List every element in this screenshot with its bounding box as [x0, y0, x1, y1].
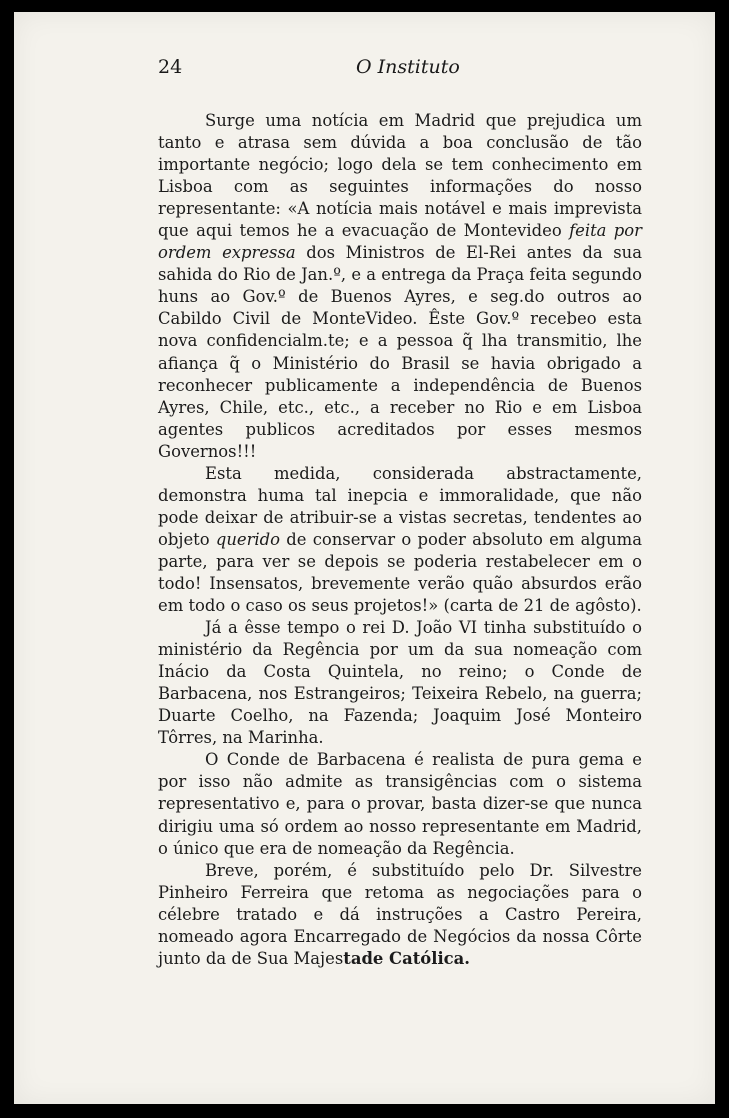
running-title: O Instituto — [356, 56, 460, 78]
page-number: 24 — [158, 56, 183, 78]
paragraph: O Conde de Barbacena é realista de pura gema e por isso não admite as transigências com o sistema representativo e, para o provar, basta dizer-se que nunca dirigiu uma só ordem ao nosso representante em Madrid, o único que era de nomeação da Regência. — [158, 750, 642, 858]
italic-phrase: querido — [215, 529, 281, 549]
page-header — [158, 56, 658, 86]
bold-fragment: tade Católica. — [343, 948, 470, 968]
body-text — [158, 110, 642, 970]
paragraph: Já a êsse tempo o rei D. João VI tinha substituído o ministério da Regência por um da sua nomeação com Inácio da Costa Quintela, no reino; o Conde de Barbacena, nos Estrangeiros; Teixeira Rebelo, na guerra; Duarte Coelho, na Fazenda; Joaquim José Monteiro Tôrres, na Marinha. — [158, 618, 642, 748]
paragraph: Surge uma notícia em Madrid que prejudica um tanto e atrasa sem dúvida a boa conclusão de tão importante negócio; logo dela se tem conhecimento em Lisboa com as seguintes informações do nosso representante: «A notícia mais notável e mais imprevista que aqui temos he a evacuação de Montevideo feita por ordem expressa dos Ministros de El-Rei antes da sua sahida do Rio de Jan.º, e a entrega da Praça feita segundo huns ao Gov.º de Buenos Ayres, e seg.do outros ao Cabildo Civil de MonteVideo. Êste Gov.º recebeo esta nova confidencialm.te; e a pessoa q̃ lha transmitio, lhe afiança q̃ o Ministério do Brasil se havia obrigado a reconhecer publicamente a independência de Buenos Ayres, Chile, etc., etc., a receber no Rio e em Lisboa agentes publicos acreditados por esses mesmos Governos!!! — [158, 111, 642, 461]
paragraph: Breve, porém, é substituído pelo Dr. Silvestre Pinheiro Ferreira que retoma as negociações para o célebre tratado e dá instruções a Castro Pereira, nomeado agora Encarregado de Negócios da nossa Côrte junto da de Sua Majestade Católica. — [158, 860, 642, 968]
paragraph: Esta medida, considerada abstractamente, demonstra huma tal inepcia e immoralidade, que não pode deixar de atribuir-se a vistas secretas, tendentes ao objeto querido de conservar o poder absoluto em alguma parte, para ver se depois se poderia restabelecer em o todo! Insensatos, brevemente verão quão absurdos erão em todo o caso os seus projetos!» (carta de 21 de agôsto). — [158, 463, 642, 616]
italic-phrase: feita por ordem expressa — [158, 221, 642, 263]
